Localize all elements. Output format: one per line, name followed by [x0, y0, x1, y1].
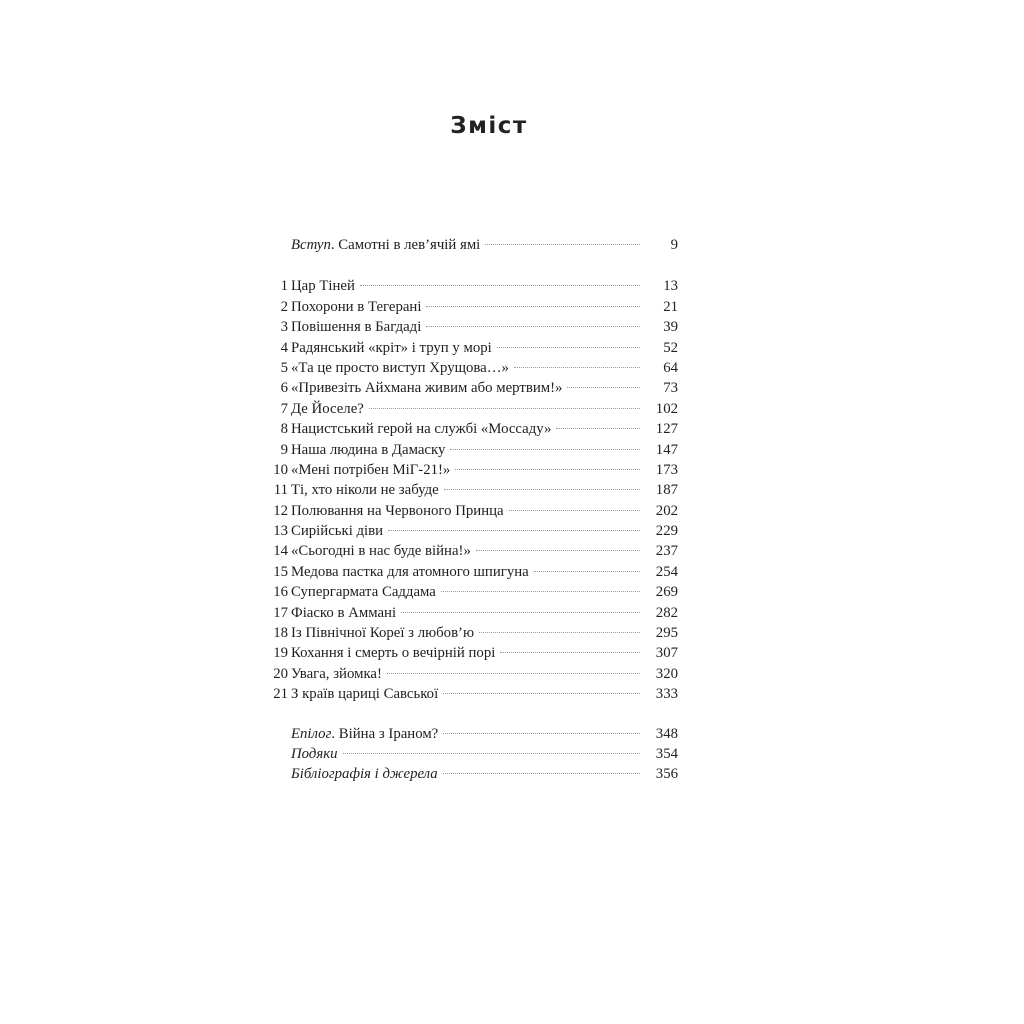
chapter-list: [258, 276, 678, 704]
toc-entry-chapter: [258, 297, 678, 317]
dot-leader: [476, 550, 640, 551]
toc-entry-title-rest: . Війна з Іраном?: [331, 725, 439, 742]
toc-entry-number: 19: [273, 645, 288, 662]
toc-entry-page: 202: [655, 502, 678, 519]
toc-entry-number: 20: [273, 665, 288, 682]
toc-entry-chapter: [258, 317, 678, 337]
toc-entry-page: 127: [655, 421, 678, 438]
dot-leader: [455, 469, 640, 470]
toc-entry-number: 7: [280, 400, 288, 417]
toc-entry-page: 307: [655, 645, 678, 662]
dot-leader: [443, 693, 640, 694]
toc-entry-page: 52: [663, 339, 678, 356]
toc-entry-title-rest: . Самотні в лев’ячій ямі: [330, 237, 481, 253]
toc-entry-title: Цар Тіней: [291, 278, 355, 295]
toc-entry-number: 9: [280, 441, 288, 458]
toc-entry-chapter: [258, 541, 678, 561]
toc-entry-title: Із Північної Кореї з любов’ю: [291, 625, 475, 642]
toc-entry-page: 269: [655, 584, 678, 601]
toc-entry-number: 3: [280, 319, 288, 336]
toc-entry-page: 348: [655, 725, 678, 742]
toc-entry-number: 5: [280, 359, 288, 376]
toc-entry-number: 4: [280, 339, 288, 356]
toc-entry-chapter: [258, 338, 678, 358]
toc-entry-title: Фіаско в Аммані: [291, 604, 397, 621]
back-matter-list: [258, 724, 678, 785]
toc-entry-title: Кохання і смерть о вечірній порі: [291, 645, 496, 662]
dot-leader: [426, 326, 640, 327]
dot-leader: [497, 347, 640, 348]
toc-entry-number: 21: [273, 686, 288, 703]
dot-leader: [388, 530, 640, 531]
toc-entry-title: Супергармата Саддама: [291, 584, 436, 601]
spacer: [258, 705, 678, 724]
toc-entry-chapter: [258, 419, 678, 439]
toc-entry-page: 295: [655, 625, 678, 642]
toc-entry-number: 6: [280, 380, 288, 397]
toc-entry-chapter: [258, 603, 678, 623]
toc-entry-chapter: [258, 399, 678, 419]
toc-entry-chapter: [258, 521, 678, 541]
toc-entry-page: 282: [655, 604, 678, 621]
toc-entry-chapter: [258, 440, 678, 460]
dot-leader: [441, 591, 640, 592]
toc-entry-page: 9: [670, 237, 678, 253]
toc-entry-page: 173: [655, 461, 678, 478]
toc-entry-page: 147: [655, 441, 678, 458]
toc-entry-number: 13: [273, 523, 288, 540]
toc-entry-title-italic: Подяки: [291, 745, 338, 762]
toc-entry-title: Полювання на Червоного Принца: [291, 502, 504, 519]
toc-entry-page: 187: [655, 482, 678, 499]
toc-entry-chapter: [258, 480, 678, 500]
toc-entry-page: 73: [663, 380, 678, 397]
toc-entry-page: 320: [655, 665, 678, 682]
toc-entry-number: 8: [280, 421, 288, 438]
toc-entry-page: 237: [655, 543, 678, 560]
toc-entry-chapter: [258, 623, 678, 643]
toc-entry-back-matter: [258, 744, 678, 764]
toc-entry-chapter: [258, 643, 678, 663]
toc-entry-chapter: [258, 664, 678, 684]
toc-entry-page: 254: [655, 563, 678, 580]
toc-entry-number: 10: [273, 461, 288, 478]
toc-entry-title: [288, 764, 438, 784]
toc-entry-title: Увага, зйомка!: [291, 665, 382, 682]
toc-entry-title-italic: Епілог: [291, 725, 332, 742]
dot-leader: [485, 244, 640, 245]
toc-entry-number: 17: [273, 604, 288, 621]
toc-entry-page: 64: [663, 359, 678, 376]
toc-entry-chapter: [258, 276, 678, 296]
dot-leader: [444, 489, 640, 490]
toc-entry-title: Нацистський герой на службі «Моссаду»: [291, 421, 552, 438]
dot-leader: [534, 571, 640, 572]
toc-entry-chapter: [258, 501, 678, 521]
toc-entry-chapter: [258, 684, 678, 704]
toc-entry-page: 333: [655, 686, 678, 703]
toc-entry-title: Похорони в Тегерані: [291, 298, 422, 315]
toc-entry-page: 354: [655, 745, 678, 762]
toc-entry-page: 229: [655, 523, 678, 540]
toc-entry-page: 102: [655, 400, 678, 417]
toc-entry-title-italic: Вступ: [291, 237, 331, 253]
dot-leader: [401, 612, 640, 613]
toc-entry-number: 18: [273, 625, 288, 642]
dot-leader: [387, 673, 640, 674]
toc-entry-title: [288, 744, 338, 764]
toc-entry-number: 15: [273, 563, 288, 580]
spacer: [258, 255, 678, 276]
toc-entry-page: 356: [655, 766, 678, 783]
dot-leader: [567, 387, 640, 388]
toc-entry-intro: [258, 235, 678, 255]
toc-entry-chapter: [258, 562, 678, 582]
toc-entry-title: Медова пастка для атомного шпигуна: [291, 563, 529, 580]
dot-leader: [443, 733, 640, 734]
toc-entry-title: Де Йоселе?: [291, 400, 364, 417]
toc-entry-number: 12: [273, 502, 288, 519]
toc-entry-title: Сирійські діви: [291, 523, 384, 540]
dot-leader: [556, 428, 640, 429]
toc-entry-title: З країв цариці Савської: [291, 686, 439, 703]
toc-entry-page: 21: [663, 298, 678, 315]
toc-entry-number: 2: [280, 298, 288, 315]
page-title: Зміст: [450, 113, 528, 139]
toc-entry-chapter: [258, 378, 678, 398]
toc-entry-page: 39: [663, 319, 678, 336]
toc-entry-chapter: [258, 358, 678, 378]
dot-leader: [443, 773, 640, 774]
toc-entry-title: «Мені потрібен МіГ-21!»: [291, 461, 451, 478]
toc-entry-chapter: [258, 582, 678, 602]
dot-leader: [509, 510, 640, 511]
dot-leader: [479, 632, 640, 633]
toc-entry-number: 16: [273, 584, 288, 601]
dot-leader: [369, 408, 640, 409]
toc-entry-title: [288, 724, 438, 744]
toc-entry-title-italic: Бібліографія і джерела: [291, 766, 438, 783]
toc-entry-number: 1: [280, 278, 288, 295]
dot-leader: [514, 367, 640, 368]
toc-entry-page: 13: [663, 278, 678, 295]
dot-leader: [343, 753, 640, 754]
table-of-contents: [258, 235, 678, 785]
toc-entry-title: [288, 235, 480, 255]
toc-entry-title: Радянський «кріт» і труп у морі: [291, 339, 492, 356]
toc-entry-title: Ті, хто ніколи не забуде: [291, 482, 439, 499]
toc-entry-number: 14: [273, 543, 288, 560]
dot-leader: [450, 449, 640, 450]
toc-entry-back-matter: [258, 764, 678, 784]
dot-leader: [360, 285, 640, 286]
toc-entry-title: Наша людина в Дамаску: [291, 441, 446, 458]
toc-entry-title: Повішення в Багдаді: [291, 319, 422, 336]
toc-entry-number: 11: [273, 482, 288, 499]
toc-entry-chapter: [258, 460, 678, 480]
toc-entry-back-matter: [258, 724, 678, 744]
dot-leader: [426, 306, 640, 307]
dot-leader: [500, 652, 640, 653]
toc-entry-title: «Та це просто виступ Хрущова…»: [291, 359, 509, 376]
toc-entry-title: «Сьогодні в нас буде війна!»: [291, 543, 471, 560]
toc-entry-title: «Привезіть Айхмана живим або мертвим!»: [291, 380, 563, 397]
